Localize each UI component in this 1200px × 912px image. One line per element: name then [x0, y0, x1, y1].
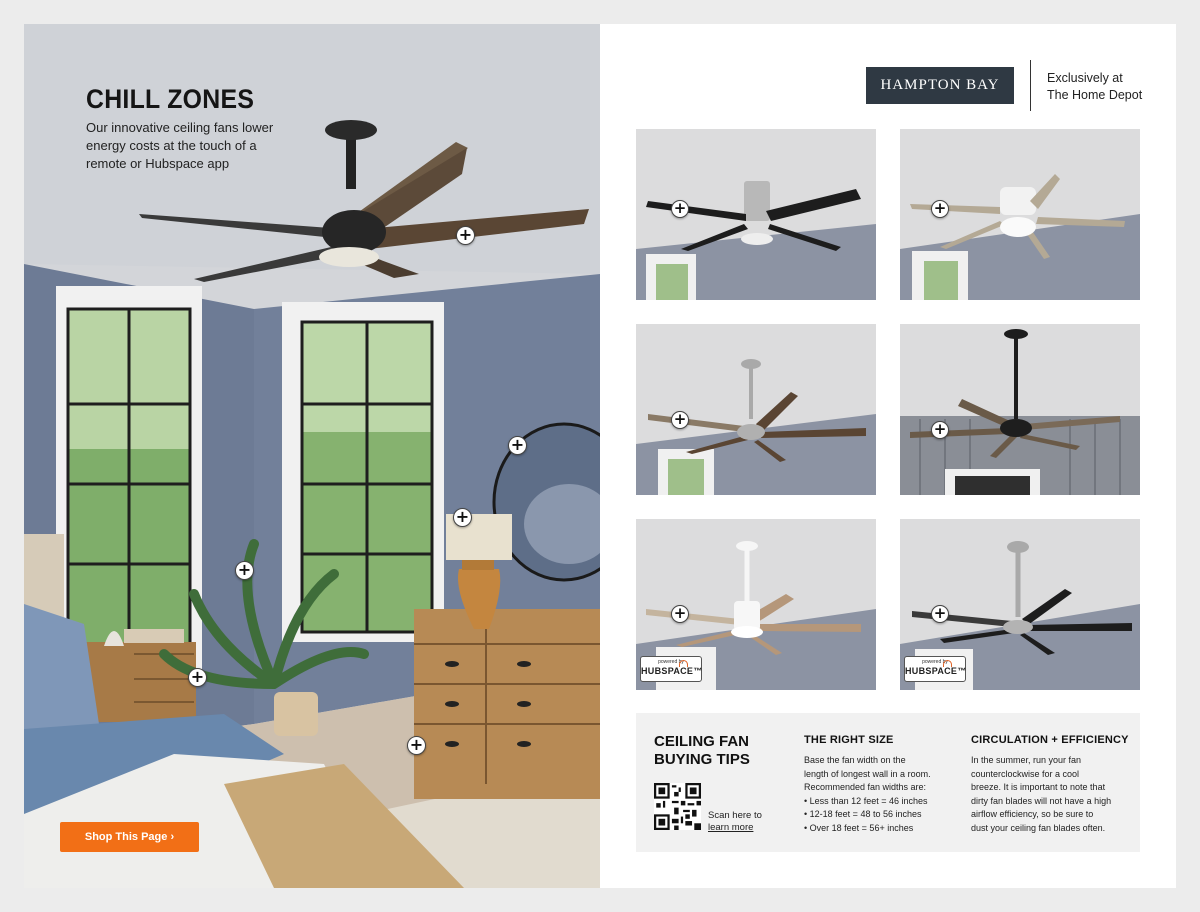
tagline-line-2: The Home Depot: [1047, 88, 1143, 102]
circulation-line: dust your ceiling fan blades often.: [971, 822, 1106, 833]
tagline-line-1: Exclusively at: [1047, 71, 1123, 85]
right-size-text: [804, 754, 931, 835]
wifi-icon: [679, 660, 688, 667]
circulation-line: dirty fan blades will not have a high: [971, 795, 1112, 806]
hubspace-powered-by: powered by: [922, 659, 948, 665]
right-size-bullet: • Less than 12 feet = 46 inches: [804, 795, 928, 806]
qr-code-icon[interactable]: [654, 783, 701, 830]
hubspace-powered-by: powered by: [658, 659, 684, 665]
tips-title-line-1: CEILING FAN: [654, 733, 750, 750]
hero-scene: [24, 24, 600, 888]
shop-this-page-button[interactable]: Shop This Page ›: [60, 822, 199, 852]
product-tile-3[interactable]: [636, 324, 876, 495]
circulation-line: airflow efficiency, so be sure to: [971, 809, 1094, 819]
hero-subtitle: Our innovative ceiling fans lower energy costs at the touch of a remote or Hubspace app: [86, 120, 274, 171]
product-tile-5[interactable]: [636, 519, 876, 690]
product-panel: [600, 24, 1176, 888]
hotspot-nightstand[interactable]: +: [188, 668, 207, 687]
right-size-bullet: • Over 18 feet = 56+ inches: [804, 822, 914, 833]
fan-image: [636, 324, 876, 495]
circulation-line: In the summer, run your fan: [971, 755, 1082, 765]
learn-more-link[interactable]: learn more: [708, 822, 754, 833]
fan-image: [900, 324, 1140, 495]
right-size-bullet: • 12-18 feet = 48 to 56 inches: [804, 809, 922, 819]
hero-title: CHILL ZONES: [86, 84, 255, 114]
hotspot-product-4[interactable]: +: [931, 421, 949, 439]
product-tile-4[interactable]: [900, 324, 1140, 495]
brand-tagline: [1047, 70, 1157, 104]
circulation-line: breeze. It is important to note that: [971, 782, 1106, 792]
circulation-line: counterclockwise for a cool: [971, 768, 1080, 779]
product-tile-2[interactable]: [900, 129, 1140, 300]
hotspot-product-2[interactable]: +: [931, 200, 949, 218]
right-size-line: Base the fan width on the: [804, 755, 906, 765]
hotspot-dresser[interactable]: +: [407, 736, 426, 755]
tips-title-line-2: BUYING TIPS: [654, 751, 750, 768]
right-size-line: length of longest wall in a room.: [804, 768, 931, 779]
hubspace-badge: [904, 656, 966, 682]
buying-tips-title: [654, 733, 764, 769]
brand-divider: [1030, 60, 1031, 111]
hotspot-product-6[interactable]: +: [931, 605, 949, 623]
right-size-heading: THE RIGHT SIZE: [804, 734, 894, 746]
product-tile-6[interactable]: [900, 519, 1140, 690]
hubspace-label: HUBSPACE™: [641, 666, 703, 676]
hotspot-product-3[interactable]: +: [671, 411, 689, 429]
buying-tips-box: [636, 713, 1140, 852]
hubspace-badge: [640, 656, 702, 682]
hotspot-mirror[interactable]: +: [508, 436, 527, 455]
hotspot-ceiling-fan[interactable]: +: [456, 226, 475, 245]
brand-logo: HAMPTON BAY: [866, 67, 1014, 104]
hotspot-lamp[interactable]: +: [453, 508, 472, 527]
wifi-icon: [943, 660, 952, 667]
product-tile-1[interactable]: [636, 129, 876, 300]
hotspot-product-1[interactable]: +: [671, 200, 689, 218]
circulation-heading: CIRCULATION + EFFICIENCY: [971, 734, 1129, 746]
scan-text: Scan here to: [708, 810, 762, 821]
hubspace-label: HUBSPACE™: [905, 666, 967, 676]
circulation-text: [971, 754, 1111, 835]
hotspot-plant[interactable]: +: [235, 561, 254, 580]
scan-instructions: [708, 810, 762, 834]
right-size-line: Recommended fan widths are:: [804, 782, 927, 792]
hotspot-product-5[interactable]: +: [671, 605, 689, 623]
